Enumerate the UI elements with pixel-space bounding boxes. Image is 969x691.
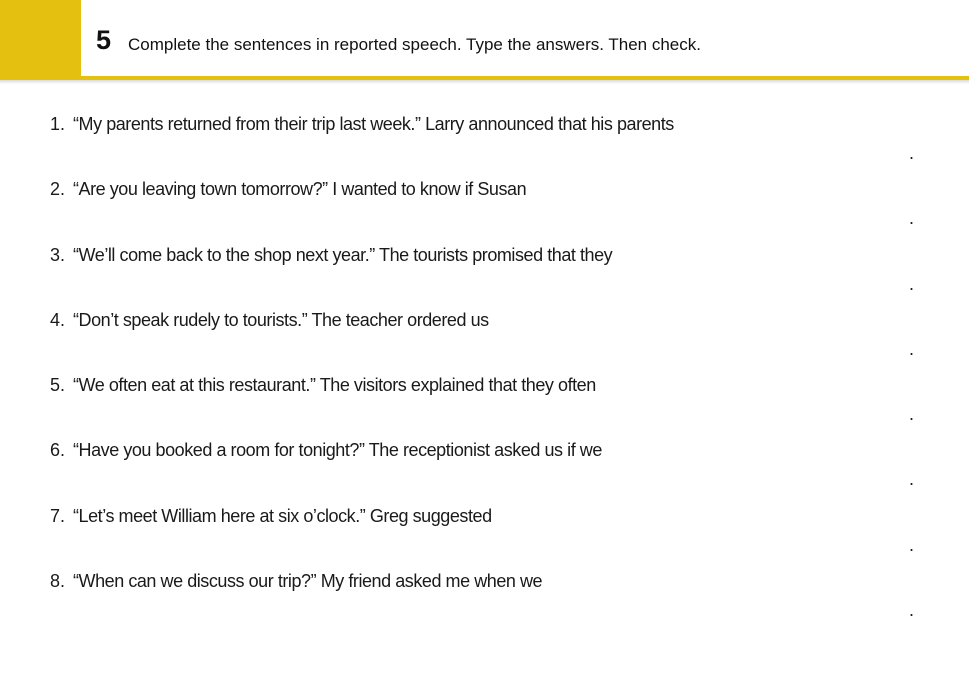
question-number: 1. <box>50 114 66 134</box>
answer-field[interactable] <box>590 534 906 560</box>
question-item <box>0 173 969 238</box>
exercise-instruction: Complete the sentences in reported speech. Type the answers. Then check. <box>128 35 701 54</box>
question-item <box>0 369 969 434</box>
sentence-end-period: . <box>909 469 915 490</box>
answer-field[interactable] <box>590 142 906 168</box>
question-prompt: “Let’s meet William here at six o’clock.” Greg suggested <box>73 505 492 526</box>
question-prompt: “Are you leaving town tomorrow?” I wanted to know if Susan <box>73 179 527 200</box>
question-list <box>0 108 969 630</box>
exercise-header <box>0 0 969 84</box>
question-prompt: “Have you booked a room for tonight?” The receptionist asked us if we <box>73 440 602 461</box>
sentence-end-period: . <box>909 404 915 425</box>
header-shadow <box>0 80 969 84</box>
sentence-end-period: . <box>909 338 915 359</box>
question-prompt: “We often eat at this restaurant.” The visitors explained that they often <box>73 375 596 396</box>
sentence-end-period: . <box>909 534 915 555</box>
question-number: 2. <box>50 179 66 200</box>
question-item <box>0 304 969 369</box>
answer-field[interactable] <box>590 207 906 233</box>
question-item <box>0 239 969 304</box>
answer-field[interactable] <box>590 403 906 429</box>
sentence-end-period: . <box>909 143 915 163</box>
question-number: 4. <box>50 309 66 330</box>
question-number: 6. <box>50 440 66 461</box>
question-item <box>0 108 969 173</box>
question-item <box>0 434 969 499</box>
answer-field[interactable] <box>590 338 906 364</box>
sentence-end-period: . <box>909 600 915 621</box>
question-prompt: “My parents returned from their trip last week.” Larry announced that his parents <box>73 114 674 134</box>
header-accent-block <box>0 0 81 76</box>
question-prompt: “When can we discuss our trip?” My friend asked me when we <box>73 571 543 592</box>
answer-field[interactable] <box>590 599 906 625</box>
question-item <box>0 500 969 565</box>
sentence-end-period: . <box>909 273 915 294</box>
exercise-number: 5 <box>96 25 112 55</box>
answer-field[interactable] <box>590 468 906 494</box>
question-number: 3. <box>50 244 66 265</box>
question-number: 8. <box>50 571 66 592</box>
question-number: 5. <box>50 375 66 396</box>
question-item <box>0 565 969 630</box>
answer-field[interactable] <box>590 273 906 299</box>
question-prompt: “Don’t speak rudely to tourists.” The teacher ordered us <box>73 309 489 330</box>
question-number: 7. <box>50 505 66 526</box>
sentence-end-period: . <box>909 208 915 229</box>
question-prompt: “We’ll come back to the shop next year.” The tourists promised that they <box>73 244 613 265</box>
